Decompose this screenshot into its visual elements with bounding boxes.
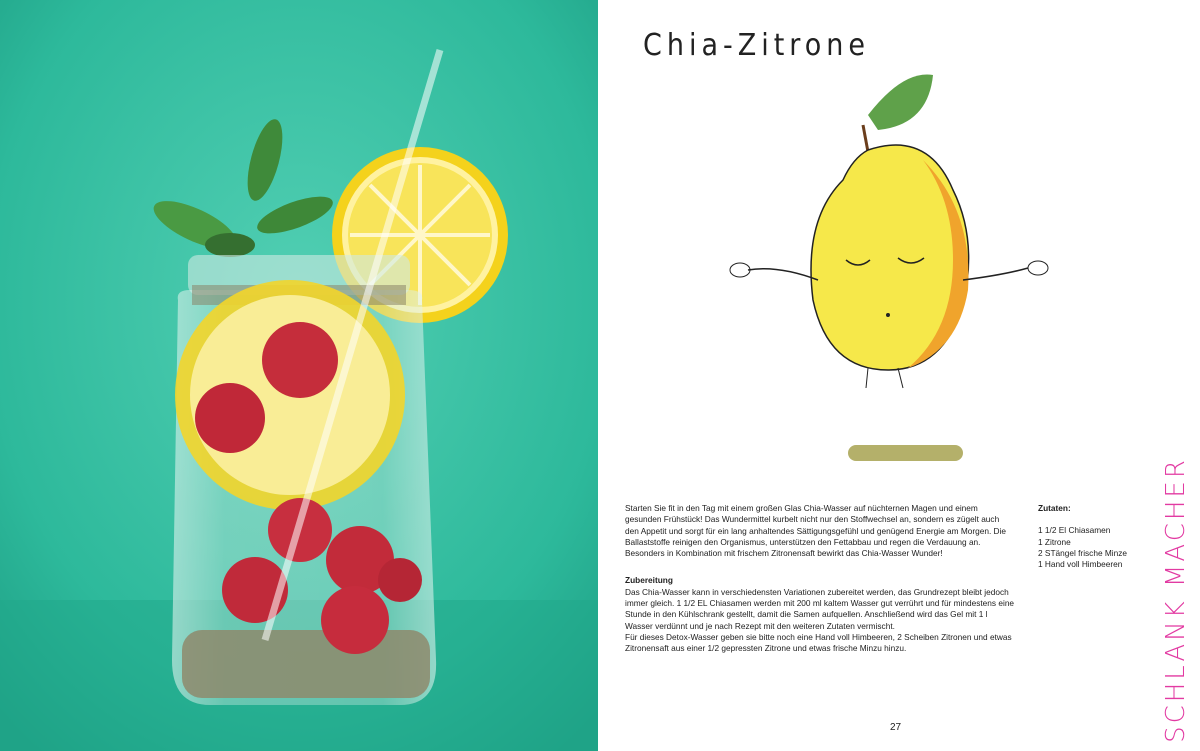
side-label-text: SCHLANK MACHER: [1161, 457, 1191, 743]
meditating-lemon-illustration: [718, 70, 1078, 470]
ingredient-item: 1 Hand voll Himbeeren: [1038, 559, 1123, 570]
preparation-paragraph: Das Chia-Wasser kann in verschiedensten Variationen zubereitet werden, das Grundrezept bleibt jedoch immer gleich. 1 1/2 EL Chiasamen werden mit 200 ml kaltem Wasser gut verrührt und für mindestens eine Stunde in den Kühlschrank gestellt, damit die Samen aufquellen. Anschließend wird das Gel mit 1 l Wasser verdünnt und je nach Rezept mit den weiteren Zutaten vermischt.: [625, 586, 1015, 631]
intro-paragraph: Besonders in Kombination mit frischem Zitronensaft bewirkt das Chia-Wasser Wunder!: [625, 548, 943, 559]
recipe-page: [598, 0, 1200, 751]
preparation-heading: Zubereitung: [625, 575, 673, 586]
preparation-paragraph: Für dieses Detox-Wasser geben sie bitte noch eine Hand voll Himbeeren, 2 Scheiben Zitronen und etwas Zitronensaft aus einer 1/2 gepressten Zitrone und etwas frische Minzu hinzu.: [625, 631, 1012, 654]
ingredient-item: 2 STängel frische Minze: [1038, 547, 1128, 558]
ingredients-heading: Zutaten:: [1038, 503, 1071, 513]
ingredient-item: 1 Zitrone: [1038, 536, 1071, 547]
recipe-title: Chia-Zitrone: [643, 28, 870, 63]
drink-photo: [0, 0, 598, 751]
page-number: 27: [890, 722, 902, 733]
recipe-body: [625, 503, 1015, 655]
intro-paragraph: Starten Sie fit in den Tag mit einem großen Glas Chia-Wasser auf nüchternen Magen und einem gesunden Frühstück! Das Wundermittel kurbelt nicht nur den Stoffwechsel an, sondern es zügelt auch den Appetit und sorgt für ein lang anhaltendes Sättigungsgefühl und genügend Energie am Morgen. Die Ballaststoffe reinigen den Organismus, unterstützen den Fettabbau und regen die Verdauung an.: [625, 503, 1007, 547]
side-label: [1161, 455, 1191, 745]
ingredients-list: [1038, 503, 1128, 570]
ingredient-item: 1 1/2 El Chiasamen: [1038, 525, 1111, 536]
